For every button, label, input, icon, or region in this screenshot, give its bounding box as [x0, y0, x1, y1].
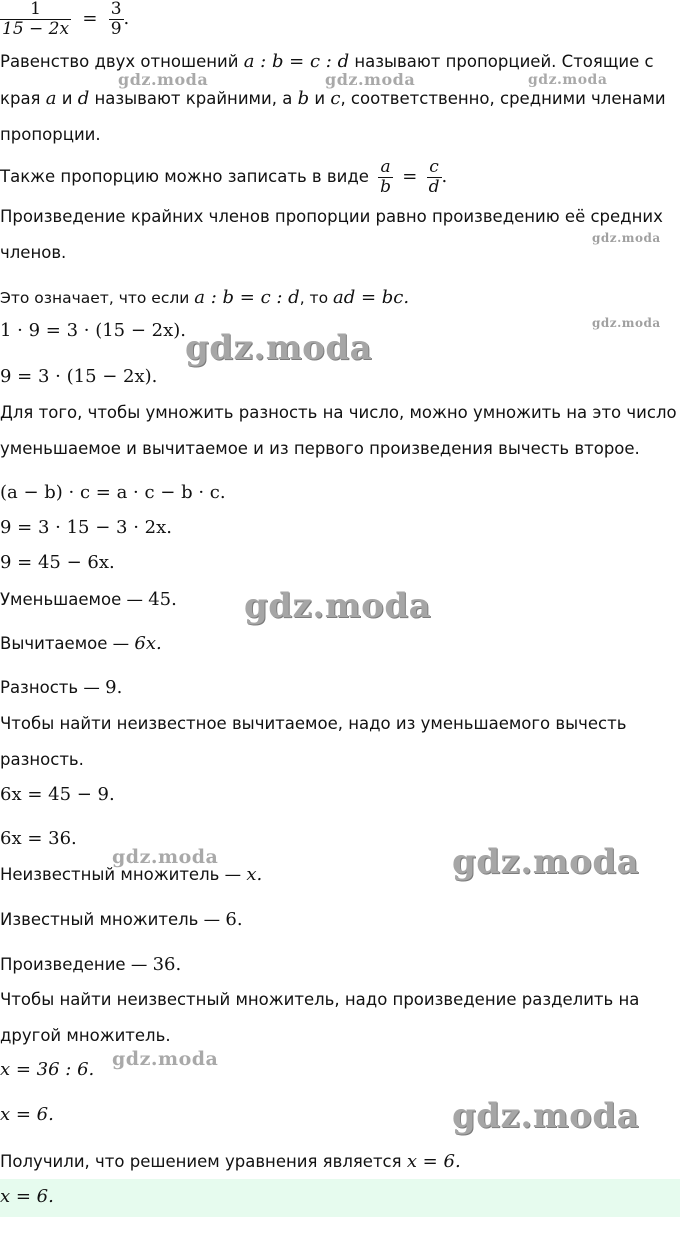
fraction: $\frac{1}{15 - 2x}$: [2, 0, 70, 39]
text-line: Чтобы найти неизвестное вычитаемое, надо из уменьшаемого вычесть: [0, 714, 627, 733]
equation: 1 · 9 = 3 · (15 − 2x).: [0, 320, 187, 341]
text-line: Это означает, что если a : b = c : d, то ad = bc.: [0, 287, 410, 308]
watermark: gdz.moda: [112, 846, 219, 868]
text-line: членов.: [0, 243, 67, 262]
equation: 9 = 3 · 15 − 3 · 2x.: [0, 517, 172, 538]
watermark: gdz.moda: [452, 842, 640, 882]
text-line: Получили, что решением уравнения является x = 6.: [0, 1151, 461, 1172]
fraction: $\frac{3}{9}$: [110, 0, 122, 39]
text-line: Вычитаемое — 6x.: [0, 633, 162, 654]
watermark: gdz.moda: [592, 316, 661, 330]
equation: x = 36 : 6.: [0, 1059, 95, 1080]
watermark: gdz.moda: [185, 328, 373, 368]
fraction: $\frac{a}{b}$: [380, 157, 392, 197]
equation: 6x = 45 − 9.: [0, 784, 115, 805]
text-line: Неизвестный множитель — x.: [0, 864, 263, 885]
watermark: gdz.moda: [528, 72, 608, 88]
text-line: Также пропорцию можно записать в виде $\frac{a}{b}$ = $\frac{c}{d}$ .: [0, 157, 448, 197]
watermark: gdz.moda: [112, 1048, 219, 1070]
watermark: gdz.moda: [118, 70, 209, 89]
text-line: Разность — 9.: [0, 677, 123, 698]
watermark: gdz.moda: [244, 586, 432, 626]
text-line: уменьшаемое и вычитаемое и из первого произведения вычесть второе.: [0, 439, 640, 458]
text-line: пропорции.: [0, 125, 101, 144]
text-line: Чтобы найти неизвестный множитель, надо произведение разделить на: [0, 990, 640, 1009]
fraction: $\frac{c}{d}$: [428, 157, 440, 197]
answer-equation: x = 6.: [0, 1186, 54, 1207]
equation: x = 6.: [0, 1104, 54, 1125]
equation: 9 = 3 · (15 − 2x).: [0, 366, 158, 387]
equation-fractions: $\frac{1}{15 - 2x}$ = $\frac{3}{9}$ .: [2, 0, 130, 39]
answer-box: [0, 1179, 680, 1217]
watermark: gdz.moda: [452, 1096, 640, 1136]
equation: 6x = 36.: [0, 828, 77, 849]
equation: (a − b) · c = a · c − b · c.: [0, 482, 226, 503]
text-line: края a и d называют крайними, а b и c, соответственно, средними членами: [0, 88, 666, 109]
text-line: Произведение — 36.: [0, 954, 182, 975]
text-line: Известный множитель — 6.: [0, 909, 243, 930]
text-line: Произведение крайних членов пропорции равно произведению её средних: [0, 207, 663, 226]
text-line: разность.: [0, 750, 84, 769]
text-line: Равенство двух отношений a : b = c : d называют пропорцией. Стоящие с: [0, 51, 654, 72]
text-line: другой множитель.: [0, 1026, 171, 1045]
watermark: gdz.moda: [592, 231, 661, 245]
text-line: Уменьшаемое — 45.: [0, 589, 177, 610]
watermark: gdz.moda: [325, 70, 416, 89]
equation: 9 = 45 − 6x.: [0, 552, 115, 573]
text-line: Для того, чтобы умножить разность на число, можно умножить на это число: [0, 403, 677, 422]
